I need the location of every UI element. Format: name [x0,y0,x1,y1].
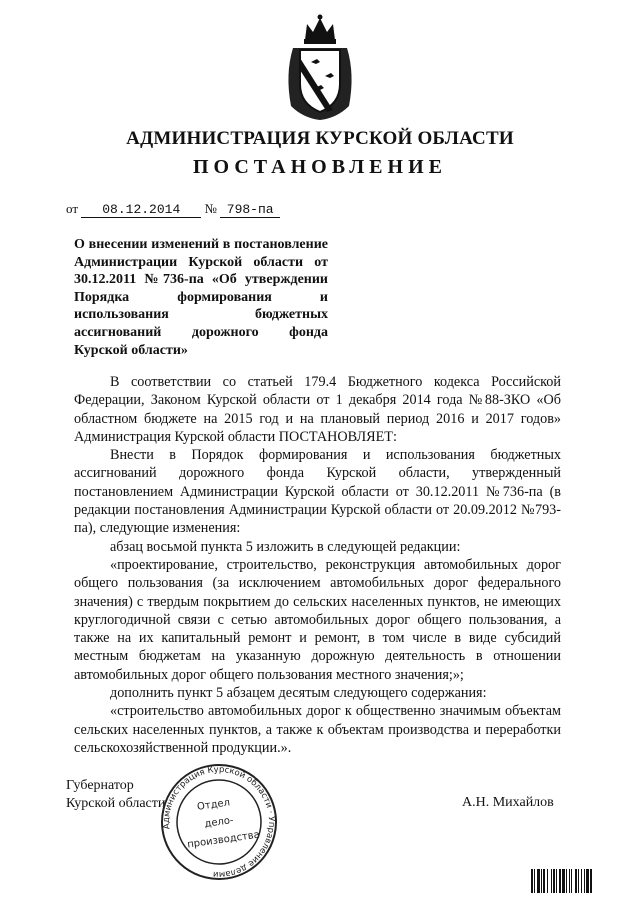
document-number: 798-па [220,203,280,218]
barcode-icon [531,869,621,893]
document-type: ПОСТАНОВЛЕНИЕ [193,156,447,178]
body-paragraph: абзац восьмой пункта 5 изложить в следующей редакции: [110,538,461,555]
organization-name: АДМИНИСТРАЦИЯ КУРСКОЙ ОБЛАСТИ [126,128,514,149]
stamp-center-line: производства [186,829,261,851]
stamp-ring-text: Администрация Курской области · Управление делами [161,764,277,880]
document-date: 08.12.2014 [81,203,201,218]
official-stamp [158,763,280,881]
signatory-position [66,777,165,813]
signatory-position-line: Губернатор [66,778,134,793]
signatory-position-line: Курской области [66,796,166,811]
body-paragraph: В соответствии со статьей 179.4 Бюджетного кодекса Российской Федерации, Законом Курской области от 1 декабря 2014 года №88-ЗКО «Об областном бюджете на 2015 год и на плановый период 2016 и 2017 годов» Администрация Курской области ПОСТАНОВЛЯЕТ: [74,374,561,445]
body-paragraph: «строительство автомобильных дорог к общественно значимым объектам сельских населенных пунктов, а также к объектам производства и переработки сельскохозяйственной продукции.». [74,703,561,756]
coat-of-arms-icon [283,14,357,122]
document-title: О внесении изменений в постановление Администрации Курской области от 30.12.2011 №736-па «Об утверждении Порядка формирования и использования бюджетных ассигнований дорожного фонда Курской области» [74,237,328,358]
date-prefix: от [66,201,79,216]
stamp-center-line: Отдел [196,797,231,813]
document-body [74,373,561,757]
body-paragraph: «проектирование, строительство, реконструкция автомобильных дорог общего пользования (за исключением автомобильных дорог федерального значения) с твердым покрытием до сельских населенных пунктов, не имеющих круглогодичной связи с сетью автомобильных дорог общего пользования, а также на их капитальный ремонт и ремонт, в том числе в виде субсидий местным бюджетам на указанную дорожную деятельность в отношении автомобильных дорог общего пользования местного значения;»; [74,556,561,683]
stamp-center-line: дело- [203,815,235,830]
body-paragraph: Внести в Порядок формирования и использования бюджетных ассигнований дорожного фонда Курской области, утвержденный постановлением Администрации Курской области от 30.12.2011 №736-па (в редакции постановления Администрации Курской области от 20.09.2012 №793-па), следующие изменения: [74,447,561,537]
signatory-name: А.Н. Михайлов [462,795,554,810]
date-number-line [66,201,280,218]
number-prefix: № [204,201,217,216]
body-paragraph: дополнить пункт 5 абзацем десятым следующего содержания: [110,685,487,702]
